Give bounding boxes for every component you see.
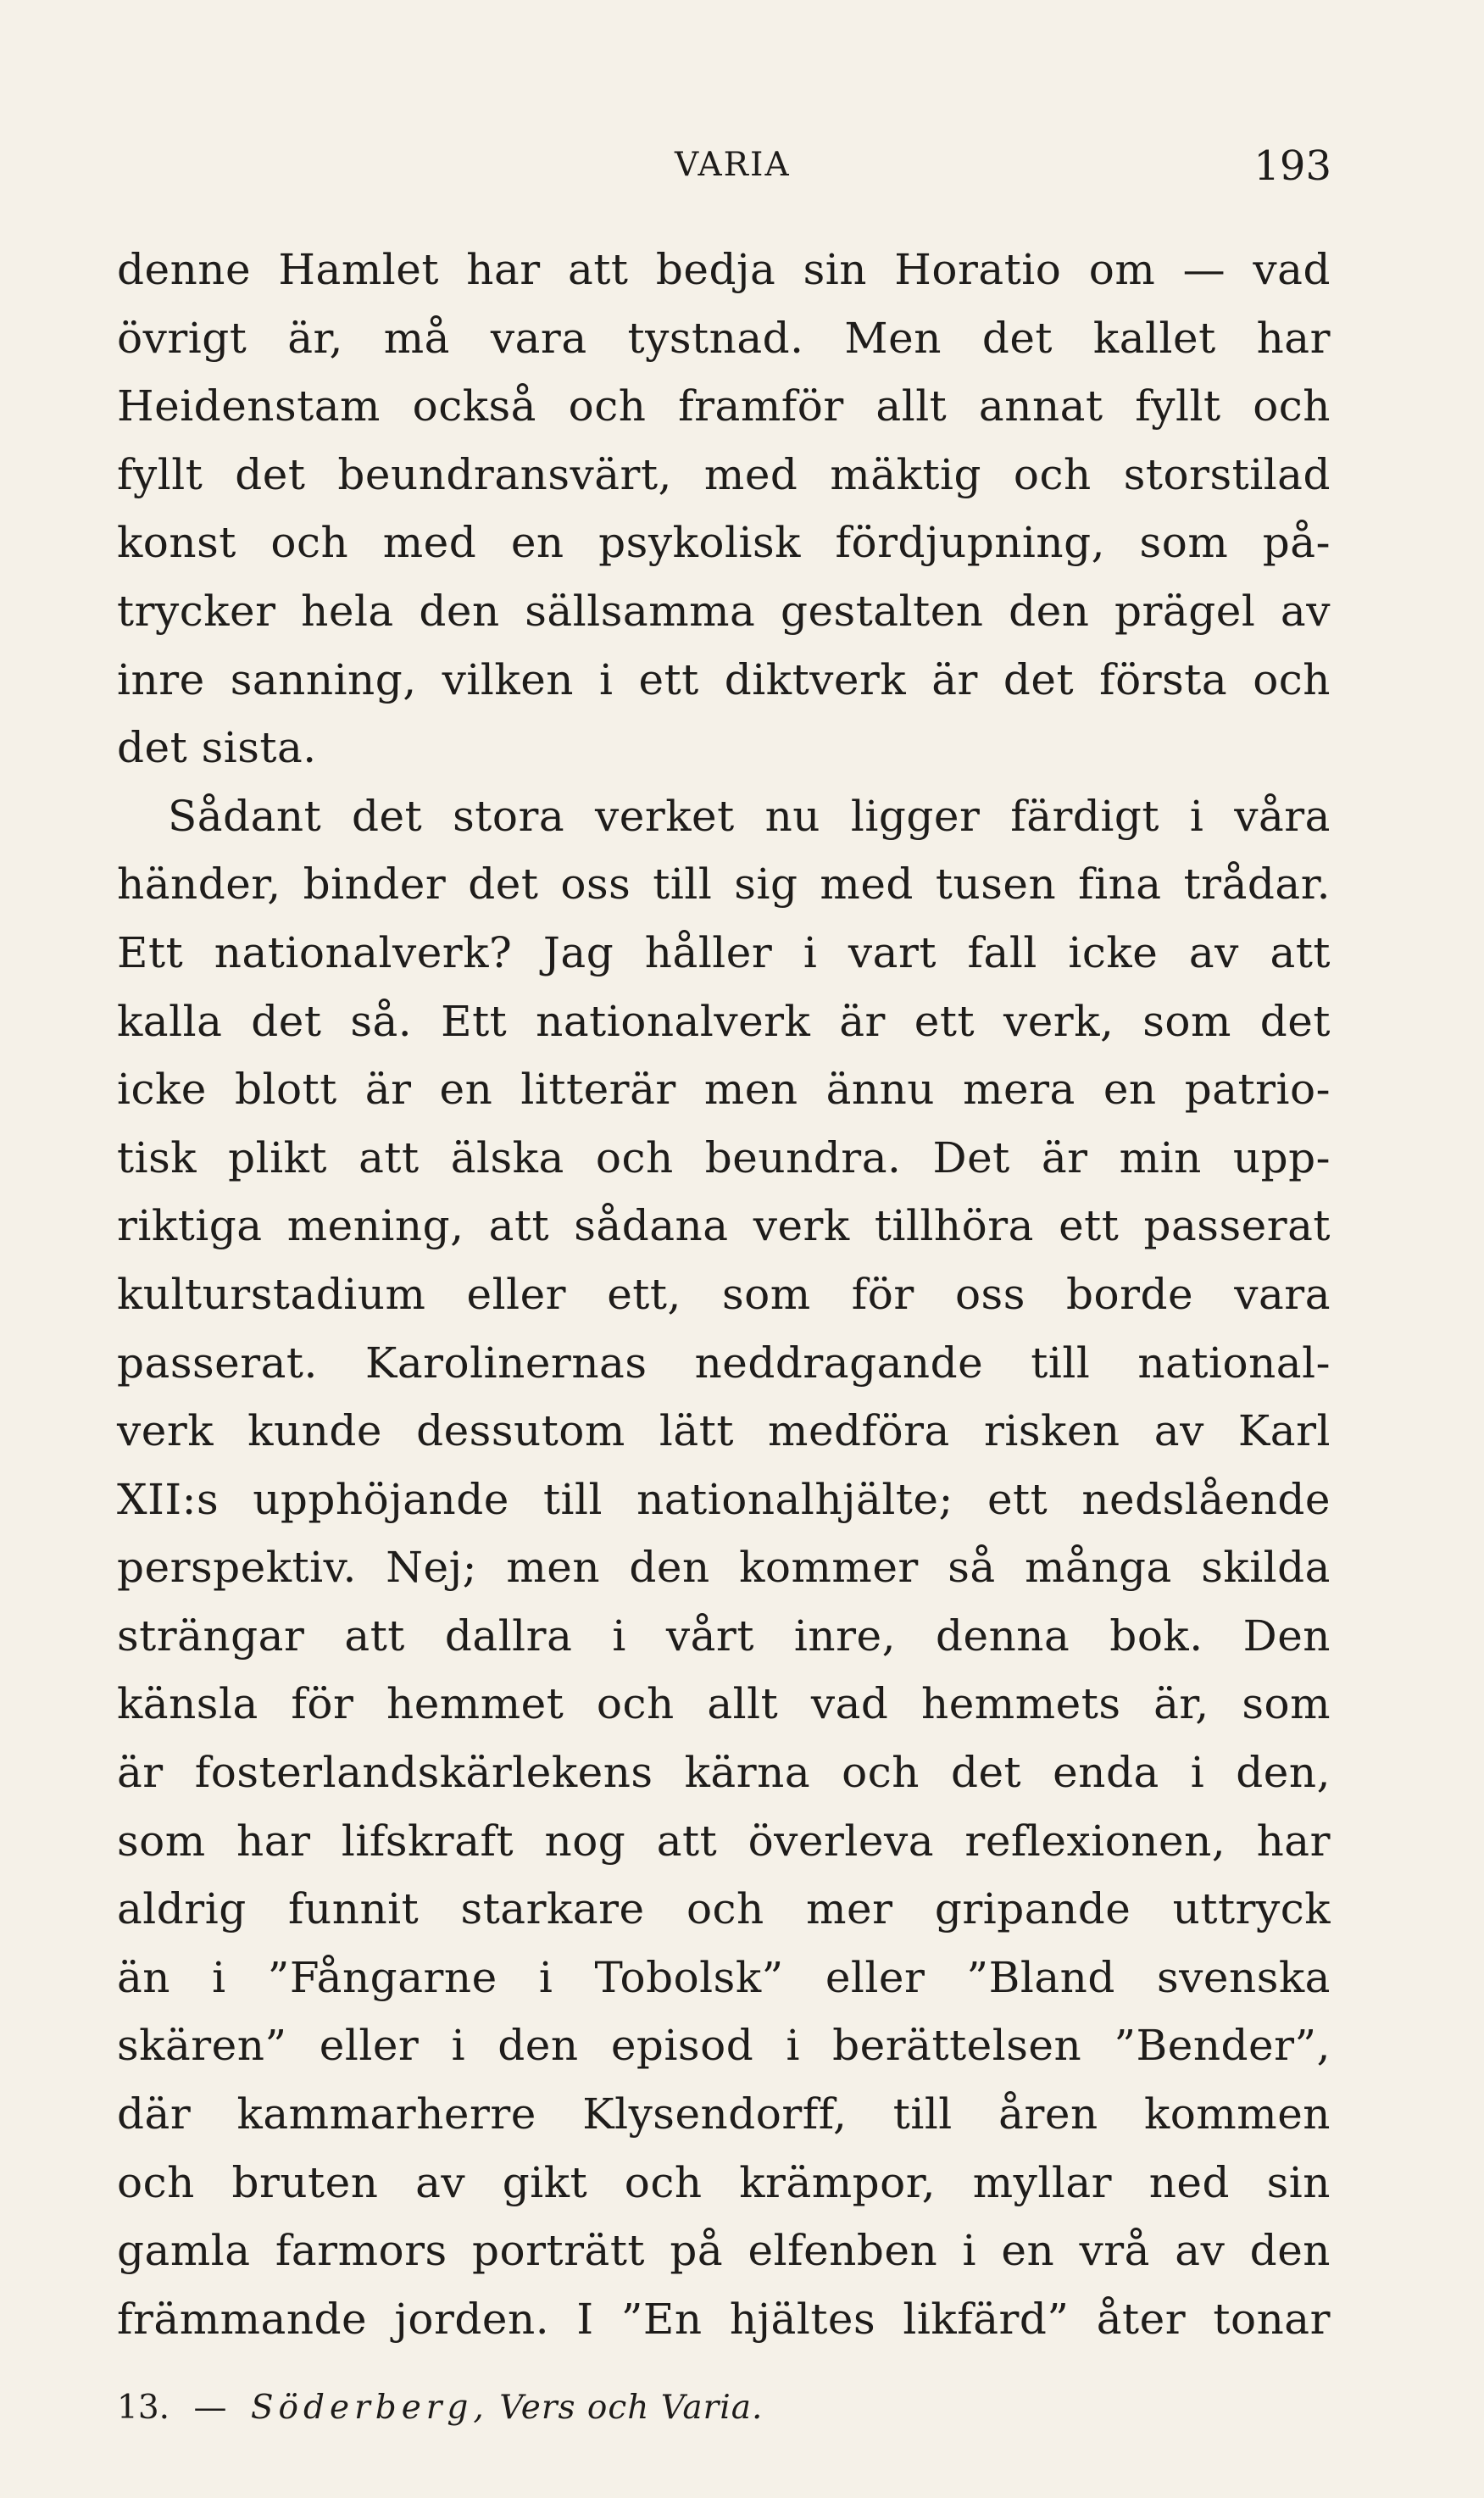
- signature-number: 13.: [117, 2389, 170, 2427]
- text-line: trycker hela den sällsamma gestalten den prägel av: [117, 586, 1331, 636]
- text-line: gamla farmors porträtt på elfenben i en vrå av den: [117, 2226, 1331, 2276]
- text-line: händer, binder det oss till sig med tusen fina trådar.: [117, 860, 1331, 910]
- text-line: Sådant det stora verket nu ligger färdigt i våra: [168, 791, 1331, 841]
- text-line: övrigt är, må vara tystnad. Men det kallet har: [117, 313, 1331, 363]
- page-number: 193: [1253, 142, 1331, 190]
- text-line: främmande jorden. I ”En hjältes likfärd” åter tonar: [117, 2294, 1331, 2344]
- text-line: strängar att dallra i vårt inre, denna bok. Den: [117, 1611, 1331, 1661]
- text-line: där kammarherre Klysendorff, till åren kommen: [117, 2089, 1331, 2139]
- text-line: skären” eller i den episod i berättelsen ”Bender”,: [117, 2021, 1331, 2071]
- text-line: kulturstadium eller ett, som för oss borde vara: [117, 1269, 1331, 1319]
- text-line: tisk plikt att älska och beundra. Det är min upp-: [117, 1132, 1331, 1182]
- text-line: det sista.: [117, 723, 317, 773]
- text-line: denne Hamlet har att bedja sin Horatio om — vad: [117, 245, 1331, 294]
- text-line: fyllt det beundransvärt, med mäktig och storstilad: [117, 449, 1331, 499]
- text-line: Heidenstam också och framför allt annat fyllt och: [117, 381, 1331, 431]
- signature-title: Vers och Varia.: [499, 2389, 764, 2427]
- text-line: är fosterlandskärlekens kärna och det enda i den,: [117, 1748, 1331, 1798]
- text-line: Ett nationalverk? Jag håller i vart fall icke av att: [117, 927, 1331, 977]
- text-line: än i ”Fångarne i Tobolsk” eller ”Bland svenska: [117, 1952, 1331, 2002]
- text-line: verk kunde dessutom lätt medföra risken av Karl: [117, 1406, 1331, 1456]
- text-line: passerat. Karolinernas neddragande till national-: [117, 1338, 1331, 1388]
- text-line: som har lifskraft nog att överleva reflexionen, har: [117, 1816, 1331, 1866]
- signature-author: Söderberg,: [250, 2389, 489, 2427]
- text-line: känsla för hemmet och allt vad hemmets är, som: [117, 1679, 1331, 1729]
- text-line: kalla det så. Ett nationalverk är ett verk, som det: [117, 996, 1331, 1046]
- text-line: konst och med en psykolisk fördjupning, som på-: [117, 518, 1331, 568]
- text-line: och bruten av gikt och krämpor, myllar ned sin: [117, 2157, 1331, 2207]
- text-line: XII:s upphöjande till nationalhjälte; ett nedslående: [117, 1474, 1331, 1524]
- text-line: icke blott är en litterär men ännu mera en patrio-: [117, 1065, 1331, 1115]
- text-line: inre sanning, vilken i ett diktverk är det första och: [117, 654, 1331, 704]
- body-text: [117, 236, 1331, 2353]
- printer-signature: [117, 2389, 763, 2427]
- running-head: [0, 142, 1484, 197]
- signature-dash: —: [193, 2389, 227, 2427]
- text-line: aldrig funnit starkare och mer gripande uttryck: [117, 1884, 1331, 1934]
- running-title: VARIA: [675, 146, 791, 184]
- text-line: riktiga mening, att sådana verk tillhöra ett passerat: [117, 1201, 1331, 1251]
- text-line: perspektiv. Nej; men den kommer så många skilda: [117, 1543, 1331, 1593]
